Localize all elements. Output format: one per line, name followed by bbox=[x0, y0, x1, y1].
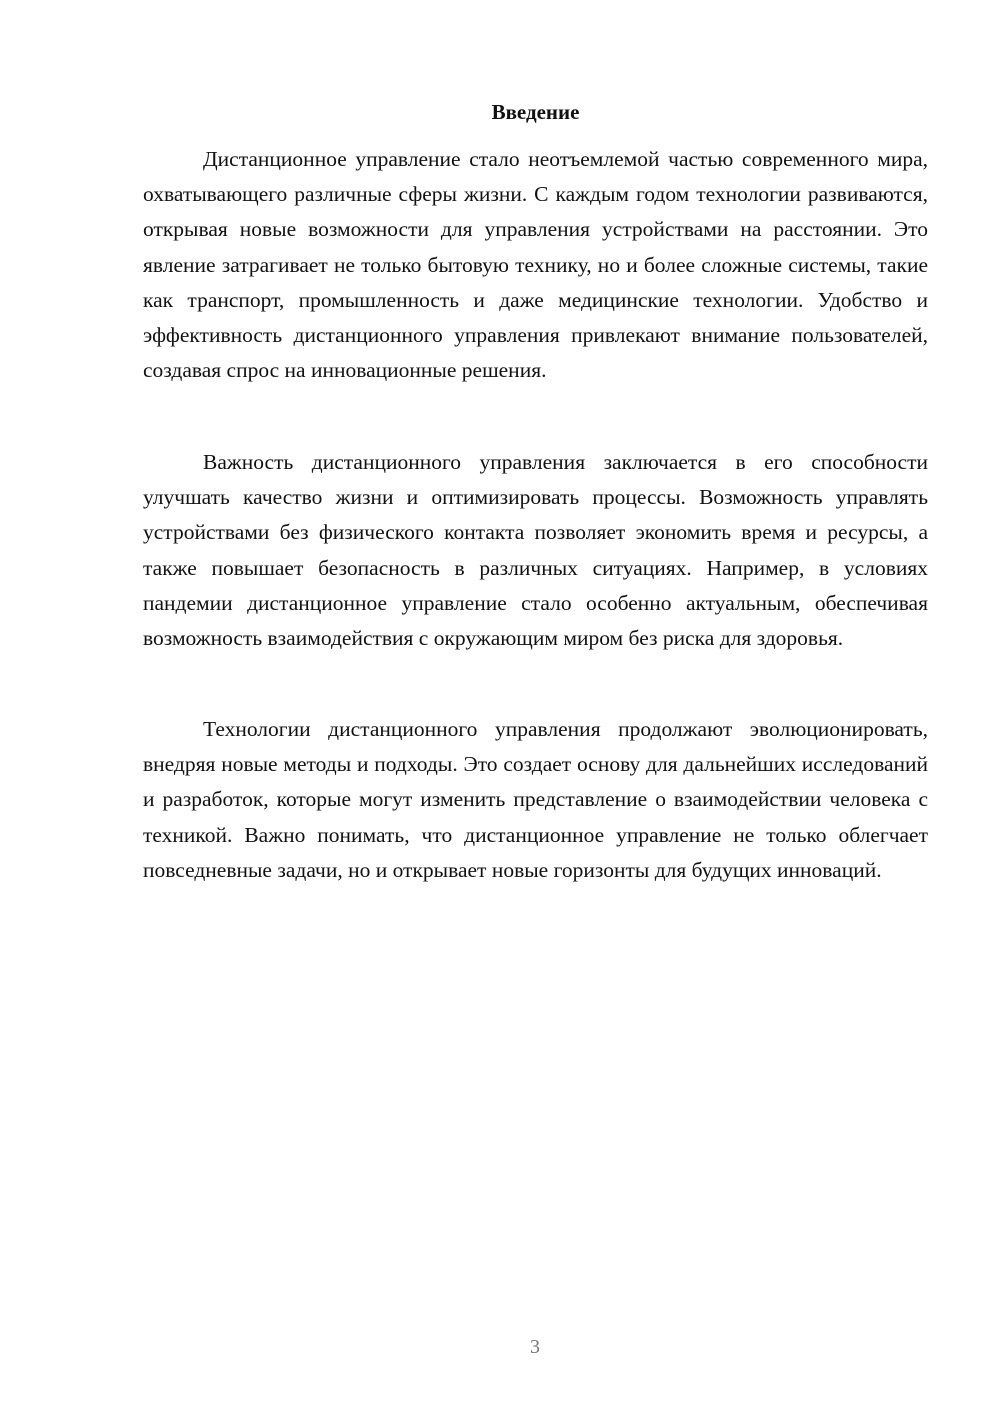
paragraph-3: Технологии дистанционного управления продолжают эволюционировать, внедряя новые методы и подходы. Это создает основу для дальнейших исследований и разработок, которые могут изменить представление о взаимодействии человека с техникой. Важно понимать, что дистанционное управление не только облегчает повседневные задачи, но и открывает новые горизонты для будущих инноваций. bbox=[143, 717, 928, 882]
section-heading: Введение bbox=[491, 100, 580, 124]
paragraph-2: Важность дистанционного управления заключается в его способности улучшать качество жизни и оптимизировать процессы. Возможность управлять устройствами без физического контакта позволяет экономить время и ресурсы, а также повышает безопасность в различных ситуациях. Например, в условиях пандемии дистанционное управление стало особенно актуальным, обеспечивая возможность взаимодействия с окружающим миром без риска для здоровья. bbox=[143, 450, 928, 651]
page-number: 3 bbox=[530, 1336, 540, 1358]
paragraph-1: Дистанционное управление стало неотъемлемой частью современного мира, охватывающего различные сферы жизни. С каждым годом технологии развиваются, открывая новые возможности для управления устройствами на расстоянии. Это явление затрагивает не только бытовую технику, но и более сложные системы, такие как транспорт, промышленность и даже медицинские технологии. Удобство и эффективность дистанционного управления привлекают внимание пользователей, создавая спрос на инновационные решения. bbox=[143, 147, 928, 383]
